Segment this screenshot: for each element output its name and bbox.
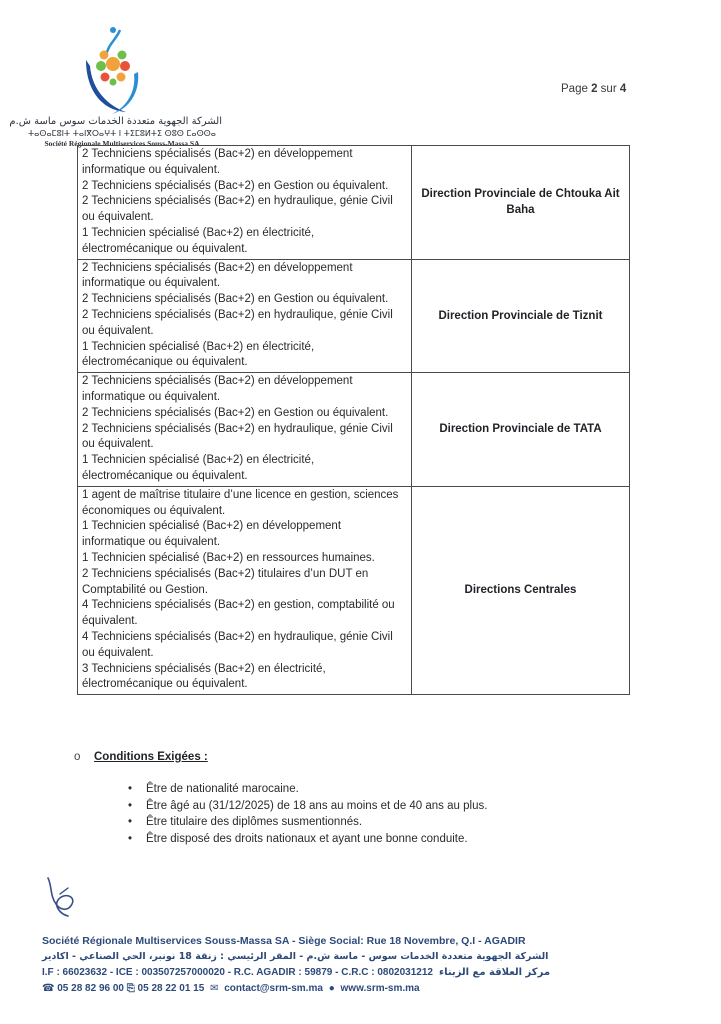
footer-address-ar: الشركة الجهوية متعددة الخدمات سوس - ماسة ش.م - المقر الرئيسي : زنقة 18 نونبر، الحي الصناعي - اكادير (42, 951, 549, 962)
condition-text: Être disposé des droits nationaux et ayant une bonne conduite. (146, 832, 468, 845)
post-item: 2 Techniciens spécialisés (Bac+2) en développement informatique ou équivalent. (82, 261, 353, 290)
positions-table (77, 145, 630, 695)
footer-phone: 05 28 82 96 00 (57, 983, 124, 994)
footer (42, 933, 642, 997)
post-item: 3 Techniciens spécialisés (Bac+2) en électricité, électromécanique ou équivalent. (82, 662, 326, 691)
conditions-heading (74, 751, 208, 763)
post-item: 1 Technicien spécialisé (Bac+2) en développement informatique ou équivalent. (82, 520, 342, 549)
list-item (128, 831, 487, 848)
list-item (128, 781, 487, 798)
direction-cell: Direction Provinciale de TATA (411, 373, 629, 487)
table-row (78, 259, 630, 373)
footer-address-fr: Société Régionale Multiservices Souss-Massa SA - Siège Social: Rue 18 Novembre, Q.I - AGADIR (42, 935, 526, 947)
company-name-tifinagh: ⵜⴰⵙⴰⵎⵓⵏⵜ ⵜⴰⵏⴳⵔⴰⵖⵜ ⵏ ⵜⵉⵎⵓⵍⵜⵉ ⵙⵓⵙ ⵎⴰⵙⵙⴰ (28, 129, 216, 138)
post-item: 1 Technicien spécialisé (Bac+2) en électricité, électromécanique ou équivalent. (82, 454, 315, 482)
post-item: 2 Techniciens spécialisés (Bac+2) titulaires d’un DUT en Comptabilité ou Gestion. (82, 567, 369, 596)
posts-cell (78, 146, 412, 260)
condition-text: Être titulaire des diplômes susmentionnés. (146, 816, 363, 828)
footer-customer-center-ar: مركز العلاقة مع الزبناء (438, 967, 551, 978)
post-item: 2 Techniciens spécialisés (Bac+2) en développement informatique ou équivalent. (82, 375, 353, 403)
page-total: 4 (619, 83, 627, 95)
posts-cell (78, 373, 412, 487)
post-item: 2 Techniciens spécialisés (Bac+2) en Gestion ou équivalent. (82, 293, 389, 306)
bullet-icon: • (128, 832, 133, 845)
conditions-title: Conditions Exigées : (94, 751, 208, 763)
footer-registration (42, 965, 642, 981)
page-prefix: Page (561, 83, 588, 95)
phone-icon: ☎ (42, 983, 55, 994)
web-bullet-icon: ● (328, 983, 335, 994)
post-item: 2 Techniciens spécialisés (Bac+2) en hydraulique, génie Civil ou équivalent. (82, 195, 393, 224)
post-item: 2 Techniciens spécialisés (Bac+2) en Gestion ou équivalent. (82, 406, 389, 419)
company-name-arabic: الشركة الجهوية متعددة الخدمات سوس ماسة ش.م (9, 116, 222, 127)
post-item: 4 Techniciens spécialisés (Bac+2) en gestion, comptabilité ou équivalent. (82, 599, 395, 628)
bullet-icon: • (128, 783, 133, 795)
post-item: 1 Technicien spécialisé (Bac+2) en électricité, électromécanique ou équivalent. (82, 340, 315, 369)
footer-fax: 05 28 22 01 15 (137, 983, 205, 994)
page-separator: sur (600, 83, 617, 95)
hollow-bullet-icon: o (74, 751, 81, 763)
footer-email[interactable]: contact@srm-sm.ma (224, 983, 323, 994)
handwritten-signature (38, 874, 82, 920)
table-row (78, 146, 630, 260)
condition-text: Être de nationalité marocaine. (146, 783, 299, 795)
table-row (78, 373, 630, 487)
footer-ids: I.F : 66023632 - ICE : 003507257000020 - R.C. AGADIR : 59879 - C.R.C : 0802031212 (42, 967, 433, 978)
post-item: 4 Techniciens spécialisés (Bac+2) en hydraulique, génie Civil ou équivalent. (82, 630, 393, 659)
footer-contacts (42, 981, 642, 997)
table-row (78, 486, 630, 694)
posts-cell (78, 259, 412, 373)
post-item: 2 Techniciens spécialisés (Bac+2) en hydraulique, génie Civil ou équivalent. (82, 308, 393, 337)
conditions-list (128, 781, 487, 847)
email-icon: ✉ (210, 983, 219, 994)
post-item: 2 Techniciens spécialisés (Bac+2) en hydraulique, génie Civil ou équivalent. (82, 422, 393, 451)
company-logo (82, 26, 144, 114)
direction-cell: Directions Centrales (411, 486, 629, 694)
page-current: 2 (591, 83, 598, 95)
footer-website[interactable]: www.srm-sm.ma (340, 983, 420, 994)
company-name-french: Société Régionale Multiservices Souss-Massa SA (44, 139, 200, 148)
bullet-icon: • (128, 799, 133, 812)
post-item: 1 Technicien spécialisé (Bac+2) en électricité, électromécanique ou équivalent. (82, 226, 315, 255)
post-item: 1 agent de maîtrise titulaire d’une licence en gestion, sciences économiques ou équivalent. (82, 488, 399, 517)
post-item: 2 Techniciens spécialisés (Bac+2) en Gestion ou équivalent. (82, 179, 389, 192)
condition-text: Être âgé au (31/12/2025) de 18 ans au moins et de 40 ans au plus. (146, 799, 488, 812)
fax-icon: ⎘ (126, 983, 135, 994)
page-number (561, 83, 626, 95)
list-item (128, 814, 487, 831)
bullet-icon: • (128, 816, 133, 828)
direction-cell: Direction Provinciale de Tiznit (411, 259, 629, 373)
posts-cell (78, 486, 412, 694)
post-item: 1 Technicien spécialisé (Bac+2) en ressources humaines. (82, 551, 375, 564)
list-item (128, 798, 487, 815)
direction-cell: Direction Provinciale de Chtouka Ait Baha (411, 146, 629, 260)
post-item: 2 Techniciens spécialisés (Bac+2) en développement informatique ou équivalent. (82, 148, 353, 176)
